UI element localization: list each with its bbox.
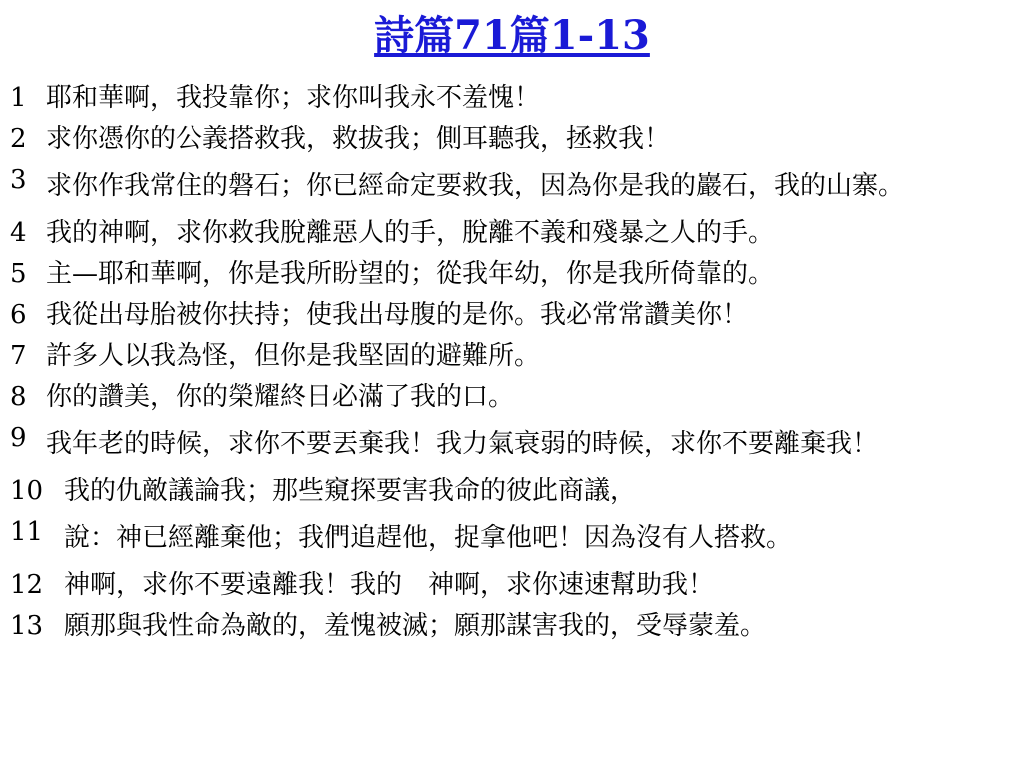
- verse-text: 我年老的時候，求你不要丟棄我！我力氣衰弱的時候，求你不要離棄我！: [46, 429, 879, 459]
- verse-number: 10: [10, 476, 44, 506]
- verse-text: 你的讚美，你的榮耀終日必滿了我的口。: [46, 382, 515, 412]
- verse-6: [0, 295, 1024, 336]
- verse-text: 許多人以我為怪，但你是我堅固的避難所。: [46, 341, 541, 371]
- verse-number: 8: [10, 382, 27, 412]
- page-title: 詩篇71篇1-13: [374, 12, 650, 59]
- verse-number: 1: [10, 83, 27, 113]
- verse-text: 說：神已經離棄他；我們追趕他，捉拿他吧！因為沒有人搭救。: [64, 523, 793, 553]
- verse-number: 6: [10, 300, 27, 330]
- verse-8: [0, 377, 1024, 418]
- verse-number: 7: [10, 341, 27, 371]
- verse-5: [0, 254, 1024, 295]
- verse-1: [0, 78, 1024, 119]
- verse-2: [0, 119, 1024, 160]
- verse-number: 9: [10, 423, 27, 453]
- verse-text: 我的仇敵議論我；那些窺探要害我命的彼此商議，: [64, 476, 637, 506]
- verse-7: [0, 336, 1024, 377]
- verse-number: 12: [10, 570, 44, 600]
- verse-text: 神啊，求你不要遠離我！我的 神啊，求你速速幫助我！: [64, 570, 715, 600]
- verse-number: 5: [10, 259, 27, 289]
- verse-number: 2: [10, 124, 27, 154]
- verse-list: [0, 78, 1024, 647]
- verse-13: [0, 606, 1024, 647]
- verse-text: 耶和華啊，我投靠你；求你叫我永不羞愧！: [46, 83, 541, 113]
- verse-number: 13: [10, 611, 44, 641]
- verse-number: 11: [10, 517, 44, 547]
- verse-9: [0, 418, 1024, 471]
- verse-text: 求你憑你的公義搭救我，救拔我；側耳聽我，拯救我！: [46, 124, 671, 154]
- verse-10: [0, 471, 1024, 512]
- verse-3: [0, 160, 1024, 213]
- verse-text: 我的神啊，求你救我脫離惡人的手，脫離不義和殘暴之人的手。: [46, 218, 775, 248]
- verse-12: [0, 565, 1024, 606]
- verse-text: 主—耶和華啊，你是我所盼望的；從我年幼，你是我所倚靠的。: [46, 259, 775, 289]
- verse-11: [0, 512, 1024, 565]
- verse-text: 我從出母胎被你扶持；使我出母腹的是你。我必常常讚美你！: [46, 300, 749, 330]
- verse-4: [0, 213, 1024, 254]
- verse-number: 3: [10, 165, 27, 195]
- verse-number: 4: [10, 218, 27, 248]
- verse-text: 求你作我常住的磐石；你已經命定要救我，因為你是我的巖石，我的山寨。: [46, 171, 905, 201]
- verse-text: 願那與我性命為敵的，羞愧被滅；願那謀害我的，受辱蒙羞。: [64, 611, 767, 641]
